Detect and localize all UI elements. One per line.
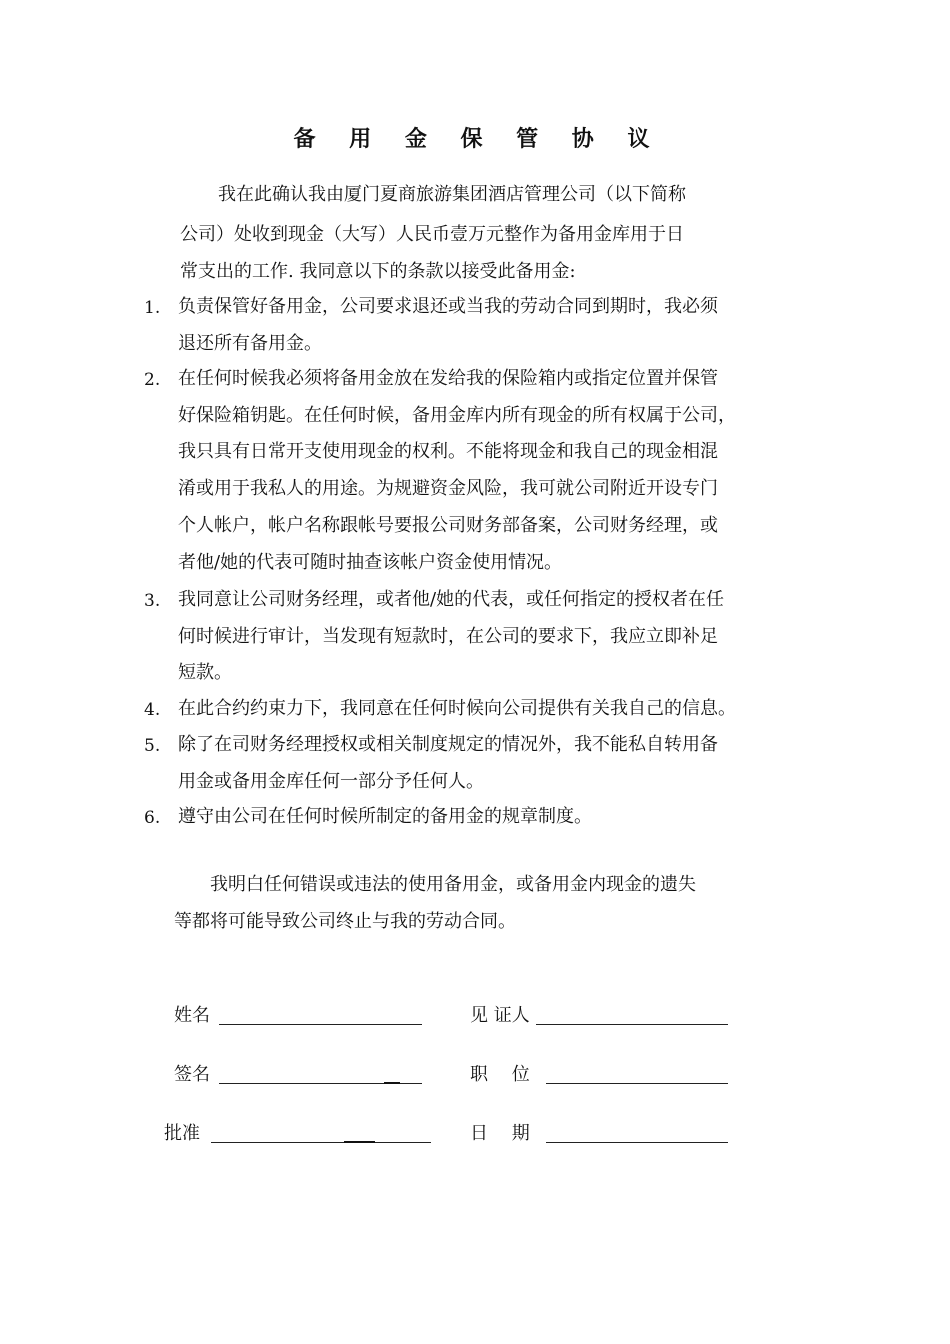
item-4-line-1: 在此合约约束力下，我同意在任何时候向公司提供有关我自己的信息。 <box>178 698 736 719</box>
item-1-line-1: 负责保管好备用金，公司要求退还或当我的劳动合同到期时，我必须 <box>178 296 718 317</box>
item-number-2: 2. <box>144 370 161 390</box>
witness-field[interactable] <box>536 1024 728 1025</box>
item-number-3: 3. <box>144 591 161 611</box>
item-3-line-3: 短款。 <box>178 662 232 683</box>
item-3-line-2: 何时候进行审计，当发现有短款时，在公司的要求下，我应立即补足 <box>178 626 718 647</box>
item-5-line-1: 除了在司财务经理授权或相关制度规定的情况外，我不能私自转用备 <box>178 734 718 755</box>
item-2-line-6: 者他/她的代表可随时抽查该帐户资金使用情况。 <box>178 552 563 573</box>
item-number-6: 6. <box>144 808 161 828</box>
item-3-line-1: 我同意让公司财务经理，或者他/她的代表，或任何指定的授权者在任 <box>178 589 725 610</box>
item-2-line-1: 在任何时候我必须将备用金放在发给我的保险箱内或指定位置并保管 <box>178 368 718 389</box>
item-6-line-1: 遵守由公司在任何时候所制定的备用金的规章制度。 <box>178 806 592 827</box>
approval-field-mark <box>344 1141 375 1143</box>
intro-line-3: 常支出的工作. 我同意以下的条款以接受此备用金: <box>180 261 576 282</box>
intro-line-2: 公司）处收到现金（大写）人民币壹万元整作为备用金库用于日 <box>180 224 684 245</box>
name-label: 姓名 <box>174 1005 210 1026</box>
item-number-5: 5. <box>144 736 161 756</box>
item-2-line-5: 个人帐户，帐户名称跟帐号要报公司财务部备案，公司财务经理，或 <box>178 515 718 536</box>
document-title: 备 用 金 保 管 协 议 <box>293 127 663 152</box>
approval-field[interactable] <box>211 1142 431 1143</box>
item-number-1: 1. <box>144 298 161 318</box>
item-1-line-2: 退还所有备用金。 <box>178 333 322 354</box>
date-label: 日 期 <box>470 1123 530 1144</box>
name-field[interactable] <box>219 1024 422 1025</box>
intro-line-1: 我在此确认我由厦门夏商旅游集团酒店管理公司（以下简称 <box>218 184 686 205</box>
closing-line-2: 等都将可能导致公司终止与我的劳动合同。 <box>174 911 516 932</box>
item-2-line-2: 好保险箱钥匙。在任何时候，备用金库内所有现金的所有权属于公司， <box>178 405 736 426</box>
signature-label: 签名 <box>174 1064 210 1085</box>
position-label: 职 位 <box>470 1064 530 1085</box>
item-number-4: 4. <box>144 700 161 720</box>
approval-label: 批准 <box>164 1123 200 1144</box>
item-2-line-4: 淆或用于我私人的用途。为规避资金风险，我可就公司附近开设专门 <box>178 478 718 499</box>
item-2-line-3: 我只具有日常开支使用现金的权利。不能将现金和我自己的现金相混 <box>178 441 718 462</box>
position-field[interactable] <box>546 1083 728 1084</box>
witness-label: 见 证人 <box>470 1005 530 1026</box>
item-5-line-2: 用金或备用金库任何一部分予任何人。 <box>178 771 484 792</box>
closing-line-1: 我明白任何错误或违法的使用备用金，或备用金内现金的遗失 <box>210 874 696 895</box>
date-field[interactable] <box>546 1142 728 1143</box>
signature-field-mark <box>384 1082 400 1084</box>
